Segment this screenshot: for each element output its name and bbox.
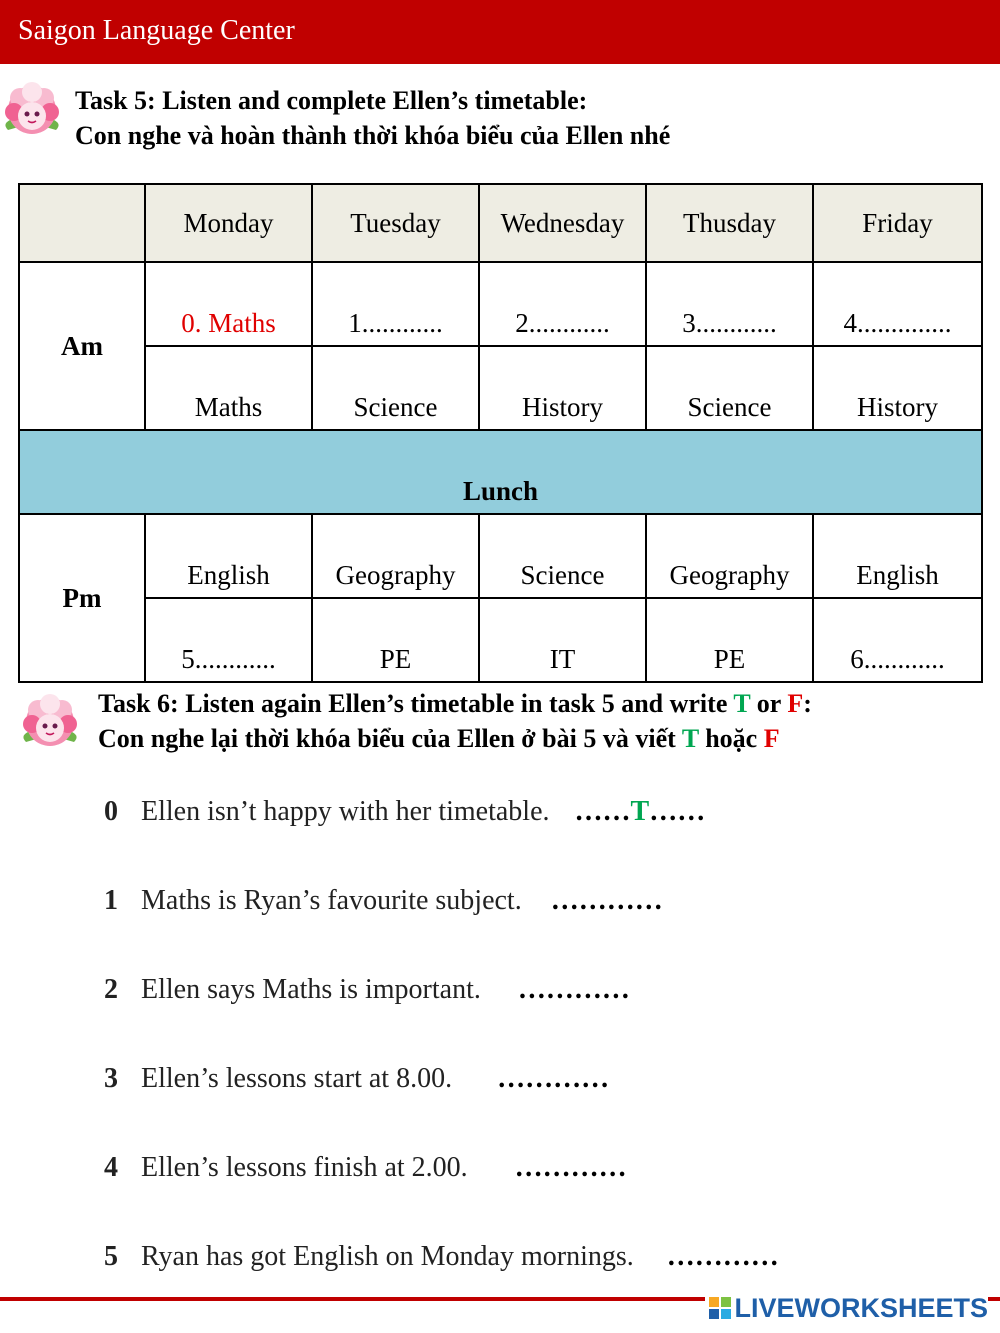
hoac-word: hoặc <box>698 724 764 753</box>
question-number: 0 <box>104 796 118 827</box>
answer-blank-4[interactable]: ………… <box>514 1152 627 1183</box>
subject-cell: Science <box>312 346 479 430</box>
question-item <box>104 1063 609 1095</box>
false-letter: F <box>787 689 804 718</box>
day-header: Wednesday <box>479 184 646 262</box>
question-text: Ryan has got English on Monday mornings. <box>141 1241 634 1272</box>
timetable <box>18 183 983 683</box>
question-text: Ellen’s lessons finish at 2.00. <box>141 1152 468 1183</box>
am-label: Am <box>19 262 145 430</box>
task6-translation-text: Con nghe lại thời khóa biểu của Ellen ở bài 5 và viết <box>98 724 682 753</box>
subject-cell: Geography <box>646 514 813 598</box>
question-item <box>104 1241 779 1273</box>
day-header: Monday <box>145 184 312 262</box>
subject-cell: Maths <box>145 346 312 430</box>
or-word: or <box>750 689 788 718</box>
false-letter: F <box>763 724 780 753</box>
subject-cell: PE <box>312 598 479 682</box>
header-bar <box>0 0 1000 64</box>
am-row-1 <box>19 262 982 346</box>
subject-cell: Science <box>479 514 646 598</box>
answer-blank-3[interactable]: ………… <box>497 1063 610 1094</box>
dots: …… <box>649 796 706 827</box>
task6-title <box>98 686 812 721</box>
pm-row-1 <box>19 514 982 598</box>
corner-cell <box>19 184 145 262</box>
lunch-label: Lunch <box>19 430 982 514</box>
blank-answer-5[interactable]: 5............ <box>145 598 312 682</box>
flower-mascot-icon <box>0 80 64 144</box>
example-answer-blank <box>575 796 706 827</box>
task5-title: Task 5: Listen and complete Ellen’s timetable: <box>75 86 588 115</box>
subject-cell: History <box>813 346 982 430</box>
question-item <box>104 796 705 828</box>
answer-blank-1[interactable]: ………… <box>550 885 663 916</box>
task5-translation: Con nghe và hoàn thành thời khóa biểu của Ellen nhé <box>75 121 671 150</box>
blank-answer-6[interactable]: 6............ <box>813 598 982 682</box>
subject-cell: Science <box>646 346 813 430</box>
day-header: Friday <box>813 184 982 262</box>
logo-text: LIVEWORKSHEETS <box>734 1293 988 1323</box>
example-answer: T <box>630 796 650 827</box>
lunch-row <box>19 430 982 514</box>
subject-cell: PE <box>646 598 813 682</box>
subject-cell: IT <box>479 598 646 682</box>
answer-blank-5[interactable]: ………… <box>666 1241 779 1272</box>
dots: …… <box>574 796 631 827</box>
logo-grid-icon <box>709 1297 731 1319</box>
subject-cell: English <box>813 514 982 598</box>
task6-translation <box>98 721 812 756</box>
question-number: 1 <box>104 885 118 916</box>
question-item <box>104 885 663 917</box>
question-text: Maths is Ryan’s favourite subject. <box>141 885 522 916</box>
task5-heading <box>75 83 670 153</box>
question-text: Ellen says Maths is important. <box>141 974 481 1005</box>
colon: : <box>803 689 812 718</box>
subject-cell: History <box>479 346 646 430</box>
day-header: Tuesday <box>312 184 479 262</box>
pm-row-2 <box>19 598 982 682</box>
subject-cell: English <box>145 514 312 598</box>
true-letter: T <box>681 724 699 753</box>
example-answer: 0. Maths <box>145 262 312 346</box>
task6-title-text: Task 6: Listen again Ellen’s timetable in task 5 and write <box>98 689 734 718</box>
flower-mascot-icon <box>18 692 82 756</box>
question-number: 3 <box>104 1063 118 1094</box>
answer-blank-2[interactable]: ………… <box>517 974 630 1005</box>
subject-cell: Geography <box>312 514 479 598</box>
liveworksheets-logo <box>705 1293 988 1324</box>
question-text: Ellen’s lessons start at 8.00. <box>141 1063 453 1094</box>
day-header: Thusday <box>646 184 813 262</box>
blank-answer-4[interactable]: 4.............. <box>813 262 982 346</box>
task6-heading <box>98 686 812 756</box>
timetable-header-row <box>19 184 982 262</box>
true-letter: T <box>733 689 751 718</box>
blank-answer-2[interactable]: 2............ <box>479 262 646 346</box>
blank-answer-1[interactable]: 1............ <box>312 262 479 346</box>
question-text: Ellen isn’t happy with her timetable. <box>141 796 550 827</box>
question-number: 4 <box>104 1152 118 1183</box>
question-number: 5 <box>104 1241 118 1272</box>
blank-answer-3[interactable]: 3............ <box>646 262 813 346</box>
question-item <box>104 974 630 1006</box>
pm-label: Pm <box>19 514 145 682</box>
header-title: Saigon Language Center <box>18 15 295 46</box>
question-item <box>104 1152 627 1184</box>
question-number: 2 <box>104 974 118 1005</box>
am-row-2 <box>19 346 982 430</box>
